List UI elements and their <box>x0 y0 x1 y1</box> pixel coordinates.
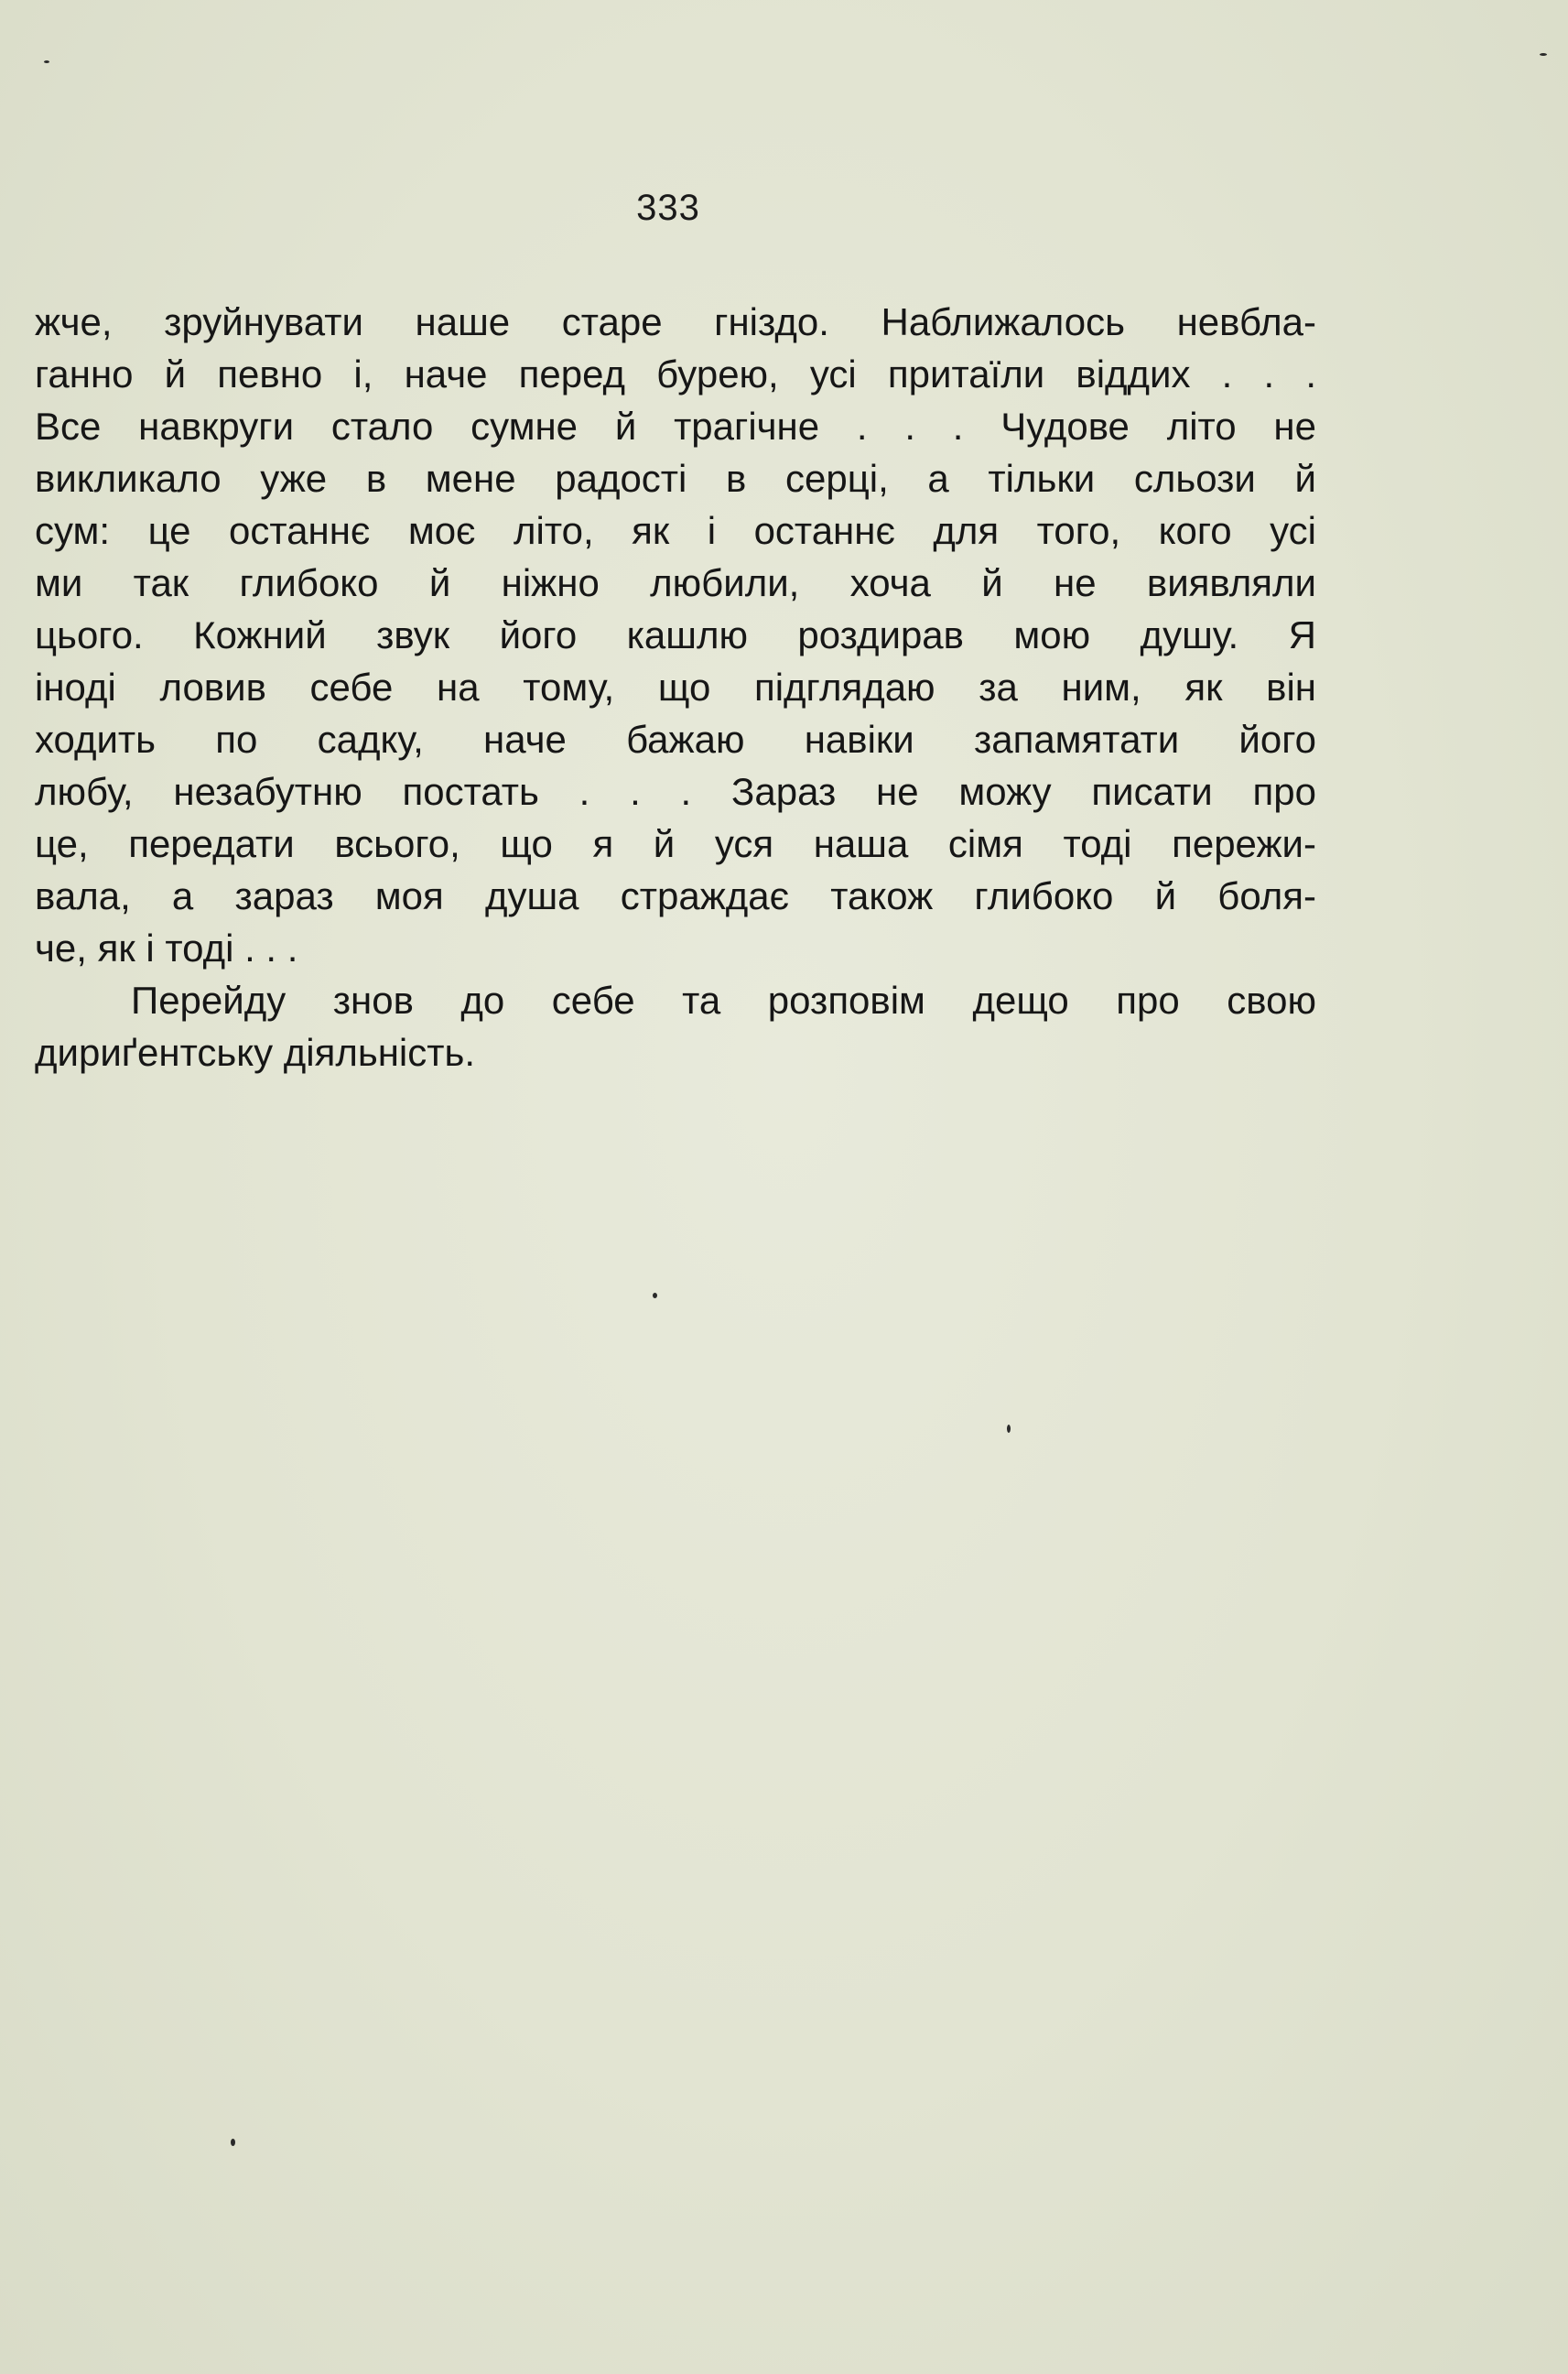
paper-speck <box>1540 53 1547 56</box>
text-line: любу, незабутню постать . . . Зараз не можу писати про <box>35 770 1316 813</box>
text-line: ходить по садку, наче бажаю навіки запамятати його <box>35 718 1316 761</box>
text-line: вала, а зараз моя душа страждає також глибоко й боля- <box>35 874 1316 917</box>
paper-speck <box>653 1293 657 1298</box>
paragraph-first-line: Перейду знов до себе та розповім дещо про свою <box>131 979 1316 1022</box>
text-line: Все навкруги стало сумне й трагічне . . . Чудове літо не <box>35 405 1316 448</box>
page-number: 333 <box>636 188 700 228</box>
text-line: викликало уже в мене радості в серці, а тільки сльози й <box>35 457 1316 500</box>
paper-speck <box>44 60 49 63</box>
paragraph-end-line: че, як і тоді . . . <box>35 927 298 970</box>
text-line: цього. Кожний звук його кашлю роздирав мою душу. Я <box>35 613 1316 656</box>
text-line: сум: це останнє моє літо, як і останнє для того, кого усі <box>35 509 1316 552</box>
text-line: іноді ловив себе на тому, що підглядаю за ним, як він <box>35 666 1316 709</box>
text-line: ми так глибоко й ніжно любили, хоча й не виявляли <box>35 561 1316 604</box>
paragraph-end-line: дириґентську діяльність. <box>35 1031 476 1074</box>
text-line: ганно й певно і, наче перед бурею, усі притаїли віддих . . . <box>35 352 1316 396</box>
paper-speck <box>1007 1425 1011 1433</box>
text-line: це, передати всього, що я й уся наша сімя тоді пережи- <box>35 822 1316 865</box>
body-text <box>35 296 1316 1079</box>
text-line: жче, зруйнувати наше старе гніздо. Наближалось невбла- <box>35 300 1316 343</box>
paper-speck <box>231 2139 235 2146</box>
